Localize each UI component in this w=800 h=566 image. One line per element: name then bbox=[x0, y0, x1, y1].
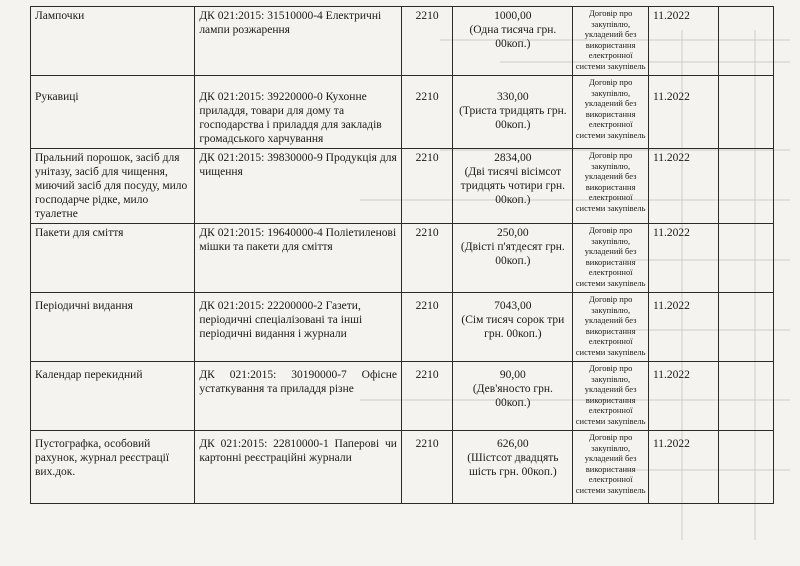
kekv-cell: 2210 bbox=[401, 293, 452, 362]
table-row bbox=[31, 362, 774, 431]
date-cell: 11.2022 bbox=[648, 431, 718, 504]
dk-code-text: ДК 021:2015: 22810000-1 Паперові чи картонні реєстраційні журнали bbox=[199, 438, 397, 464]
item-name-cell: Календар перекидний bbox=[31, 362, 195, 431]
table-row bbox=[31, 7, 774, 76]
amount-in-words: (Одна тисяча грн. 00коп.) bbox=[469, 24, 557, 50]
date-cell: 11.2022 bbox=[648, 7, 718, 76]
dk-code-cell: ДК 021:2015: 19640000-4 Поліетиленові мішки та пакети для сміття bbox=[195, 224, 402, 293]
kekv-cell: 2210 bbox=[401, 7, 452, 76]
item-name-cell: Періодичні видання bbox=[31, 293, 195, 362]
dk-code-cell bbox=[195, 431, 402, 504]
amount-in-words: (Триста тридцять грн. 00коп.) bbox=[459, 105, 567, 131]
date-cell: 11.2022 bbox=[648, 149, 718, 224]
amount-value: 7043,00 bbox=[494, 300, 532, 312]
amount-cell bbox=[453, 76, 573, 149]
amount-value: 330,00 bbox=[497, 91, 529, 103]
dk-code-cell: ДК 021:2015: 31510000-4 Електричні лампи розжарення bbox=[195, 7, 402, 76]
dk-code-cell: ДК 021:2015: 39220000-0 Кухонне приладдя, товари для дому та господарства і приладдя для закладів громадського харчування bbox=[195, 76, 402, 149]
amount-value: 2834,00 bbox=[494, 152, 532, 164]
procedure-cell: Договір про закупівлю, укладений без використання електронної системи закупівель bbox=[573, 224, 649, 293]
date-cell: 11.2022 bbox=[648, 293, 718, 362]
amount-cell bbox=[453, 224, 573, 293]
procedure-cell: Договір про закупівлю, укладений без використання електронної системи закупівель bbox=[573, 76, 649, 149]
kekv-cell: 2210 bbox=[401, 76, 452, 149]
procedure-cell: Договір про закупівлю, укладений без використання електронної системи закупівель bbox=[573, 293, 649, 362]
amount-value: 1000,00 bbox=[494, 10, 532, 22]
amount-cell bbox=[453, 362, 573, 431]
date-cell: 11.2022 bbox=[648, 76, 718, 149]
procedure-cell: Договір про закупівлю, укладений без використання електронної системи закупівель bbox=[573, 149, 649, 224]
procurement-plan-table bbox=[30, 6, 774, 504]
dk-code-text: ДК 021:2015: 30190000-7 Офісне устаткування та приладдя різне bbox=[199, 369, 397, 395]
amount-in-words: (Сім тисяч сорок три грн. 00коп.) bbox=[461, 314, 565, 340]
amount-in-words: (Дев'яносто грн. 00коп.) bbox=[472, 383, 553, 409]
kekv-cell: 2210 bbox=[401, 224, 452, 293]
amount-in-words: (Дві тисячі вісімсот тридцять чотири грн. 00коп.) bbox=[460, 166, 566, 206]
note-cell bbox=[718, 149, 774, 224]
amount-cell bbox=[453, 431, 573, 504]
note-cell bbox=[718, 362, 774, 431]
amount-value: 626,00 bbox=[497, 438, 529, 450]
table-row bbox=[31, 149, 774, 224]
note-cell bbox=[718, 224, 774, 293]
kekv-cell: 2210 bbox=[401, 149, 452, 224]
note-cell bbox=[718, 293, 774, 362]
item-name-cell: Пустографка, особовий рахунок, журнал реєстрації вих.док. bbox=[31, 431, 195, 504]
date-cell: 11.2022 bbox=[648, 224, 718, 293]
amount-in-words: (Шістсот двадцять шість грн. 00коп.) bbox=[467, 452, 559, 478]
table-row bbox=[31, 76, 774, 149]
table-row bbox=[31, 431, 774, 504]
dk-code-cell: ДК 021:2015: 39830000-9 Продукція для чищення bbox=[195, 149, 402, 224]
note-cell bbox=[718, 7, 774, 76]
table-row bbox=[31, 293, 774, 362]
item-name-cell: Пральний порошок, засіб для унітазу, засіб для чищення, миючий засіб для посуду, мило господарче рідке, мило туалетне bbox=[31, 149, 195, 224]
item-name-cell: Рукавиці bbox=[31, 76, 195, 149]
dk-code-cell bbox=[195, 362, 402, 431]
amount-cell bbox=[453, 293, 573, 362]
amount-cell bbox=[453, 7, 573, 76]
date-cell: 11.2022 bbox=[648, 362, 718, 431]
kekv-cell: 2210 bbox=[401, 431, 452, 504]
item-name-cell: Пакети для сміття bbox=[31, 224, 195, 293]
amount-value: 90,00 bbox=[499, 369, 526, 381]
procedure-cell: Договір про закупівлю, укладений без використання електронної системи закупівель bbox=[573, 431, 649, 504]
kekv-cell: 2210 bbox=[401, 362, 452, 431]
procedure-cell: Договір про закупівлю, укладений без використання електронної системи закупівель bbox=[573, 362, 649, 431]
table-row bbox=[31, 224, 774, 293]
procedure-cell: Договір про закупівлю, укладений без використання електронної системи закупівель bbox=[573, 7, 649, 76]
amount-in-words: (Двісті п'ятдесят грн. 00коп.) bbox=[460, 241, 565, 267]
item-name-cell: Лампочки bbox=[31, 7, 195, 76]
note-cell bbox=[718, 76, 774, 149]
amount-value: 250,00 bbox=[497, 227, 529, 239]
note-cell bbox=[718, 431, 774, 504]
amount-cell bbox=[453, 149, 573, 224]
dk-code-cell: ДК 021:2015: 22200000-2 Газети, періодичні спеціалізовані та інші періодичні видання і журнали bbox=[195, 293, 402, 362]
